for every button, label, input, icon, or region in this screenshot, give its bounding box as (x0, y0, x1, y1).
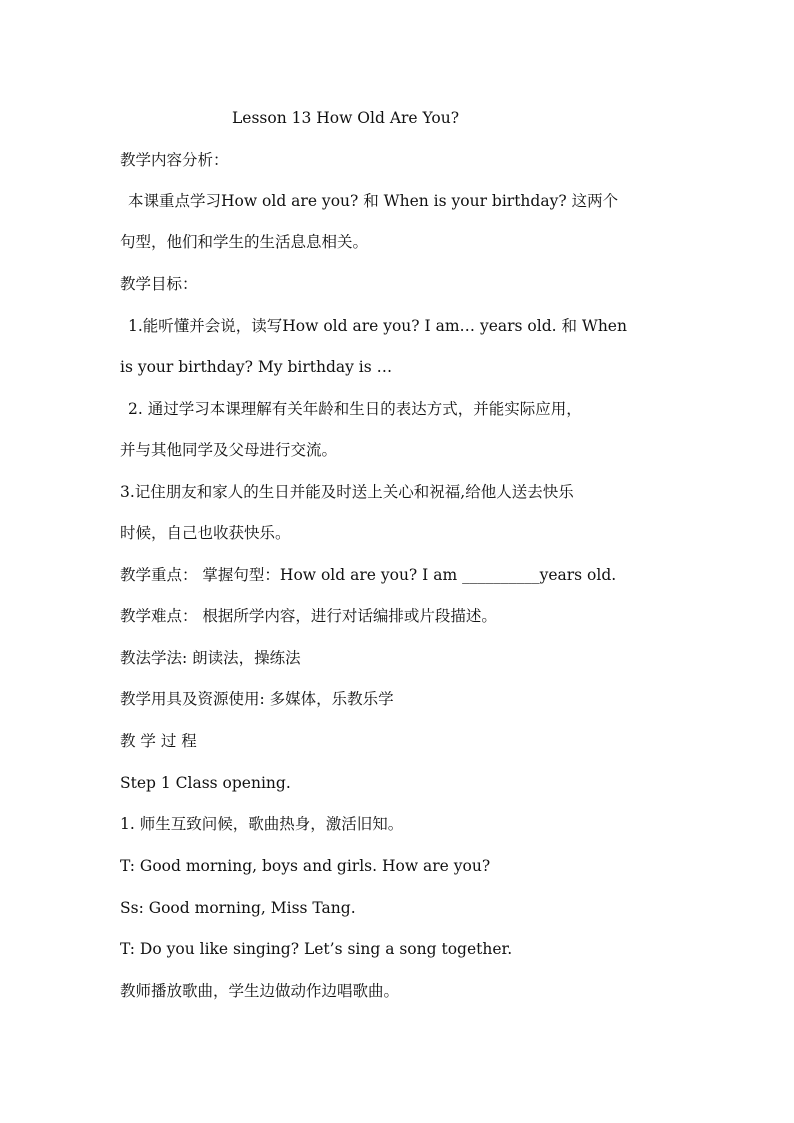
step-heading: Step 1 Class opening. (120, 774, 291, 792)
section-heading-content-analysis: 教学内容分析： (120, 151, 229, 169)
objective-line: 1.能听懂并会说，读写How old are you? I am… years old. 和 When (128, 317, 627, 335)
paragraph-line: 本课重点学习How old are you? 和 When is your birthday? 这两个 (128, 192, 619, 210)
process-line: 1. 师生互致问候，歌曲热身，激活旧知。 (120, 815, 404, 833)
lesson-title: Lesson 13 How Old Are You? (232, 109, 460, 127)
objective-line: 3.记住朋友和家人的生日并能及时送上关心和祝福,给他人送去快乐 (120, 483, 574, 501)
paragraph-line: 句型，他们和学生的生活息息相关。 (120, 233, 369, 251)
objective-line: 2. 通过学习本课理解有关年龄和生日的表达方式，并能实际应用， (128, 400, 582, 418)
teaching-methods-line: 教法学法: 朗读法，操练法 (120, 649, 301, 667)
key-points-line: 教学重点： 掌握句型：How old are you? I am __________years old. (120, 566, 617, 584)
dialogue-line: Ss: Good morning, Miss Tang. (120, 899, 356, 917)
dialogue-line: T: Good morning, boys and girls. How are you? (120, 857, 491, 875)
teaching-resources-line: 教学用具及资源使用: 多媒体，乐教乐学 (120, 690, 394, 708)
difficult-points-line: 教学难点： 根据所学内容，进行对话编排或片段描述。 (120, 607, 497, 625)
process-line: 教师播放歌曲，学生边做动作边唱歌曲。 (120, 982, 400, 1000)
objective-line: 时候，自己也收获快乐。 (120, 524, 291, 542)
objective-line: 并与其他同学及父母进行交流。 (120, 441, 338, 459)
dialogue-line: T: Do you like singing? Let’s sing a song together. (120, 940, 513, 958)
section-heading-objectives: 教学目标： (120, 275, 198, 293)
objective-line: is your birthday? My birthday is … (120, 358, 393, 376)
section-heading-process: 教 学 过 程 (120, 732, 197, 750)
